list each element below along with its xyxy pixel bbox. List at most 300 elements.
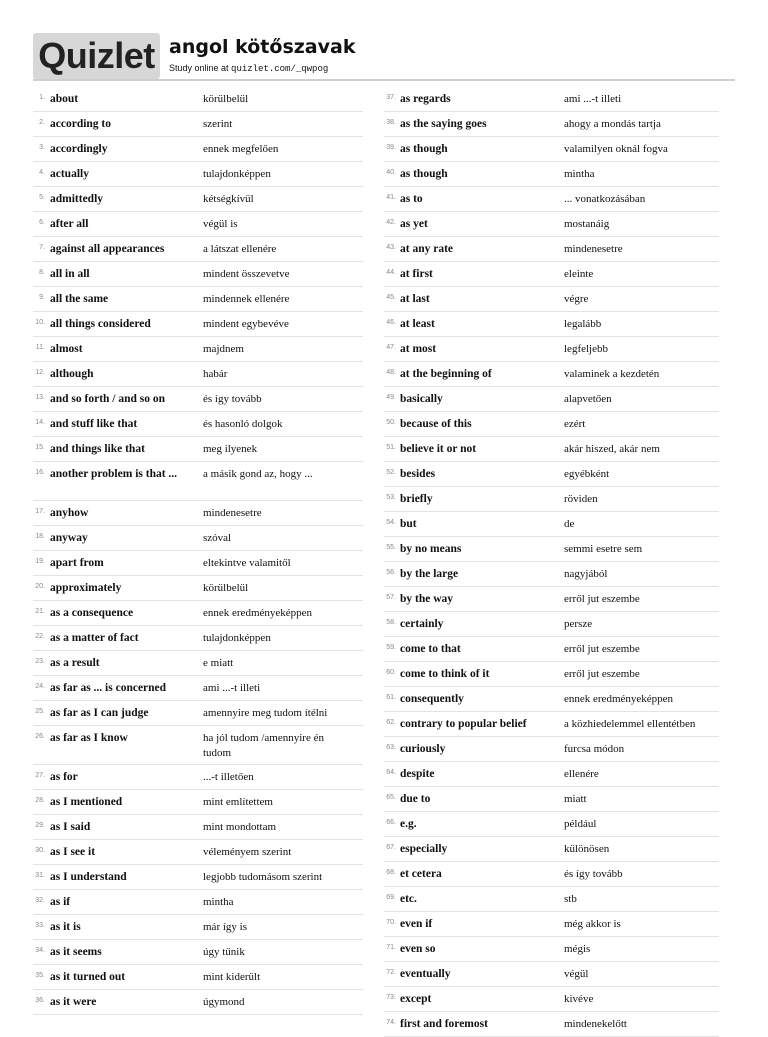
term-definition: valamilyen oknál fogva	[564, 143, 668, 155]
term-row	[384, 712, 719, 737]
term-row	[384, 912, 719, 937]
term-definition: úgy tűnik	[203, 946, 245, 958]
term-definition: ennek eredményeképpen	[203, 607, 313, 619]
term-text: consequently	[400, 693, 464, 705]
term-text: by no means	[400, 543, 462, 555]
term-number: 31.	[35, 872, 45, 879]
term-row	[384, 337, 719, 362]
header-divider	[33, 79, 735, 81]
term-number: 4.	[39, 169, 45, 176]
term-definition: mint kiderült	[203, 971, 261, 983]
term-row	[33, 501, 363, 526]
term-number: 62.	[386, 719, 396, 726]
term-number: 52.	[386, 469, 396, 476]
term-row	[384, 287, 719, 312]
term-number: 41.	[386, 194, 396, 201]
term-number: 49.	[386, 394, 396, 401]
term-text: at least	[400, 318, 435, 330]
term-row	[384, 237, 719, 262]
term-number: 63.	[386, 744, 396, 751]
term-number: 16.	[35, 469, 45, 476]
term-definition: mint említettem	[203, 796, 273, 808]
term-text: as a matter of fact	[50, 632, 139, 644]
term-text: another problem is that ...	[50, 468, 178, 480]
term-definition: kivéve	[564, 993, 594, 1005]
term-definition: tulajdonképpen	[203, 632, 271, 644]
term-definition: mintha	[564, 168, 595, 180]
term-number: 35.	[35, 972, 45, 979]
term-number: 23.	[35, 658, 45, 665]
term-number: 43.	[386, 244, 396, 251]
term-definition: röviden	[564, 493, 598, 505]
term-number: 53.	[386, 494, 396, 501]
term-definition: körülbelül	[203, 93, 249, 105]
term-row	[33, 790, 363, 815]
term-row	[33, 337, 363, 362]
term-number: 72.	[386, 969, 396, 976]
term-row	[384, 937, 719, 962]
term-row	[384, 637, 719, 662]
term-row	[33, 462, 363, 501]
term-number: 42.	[386, 219, 396, 226]
term-text: etc.	[400, 893, 417, 905]
term-row	[384, 587, 719, 612]
term-number: 70.	[386, 919, 396, 926]
term-row	[33, 865, 363, 890]
term-row	[33, 601, 363, 626]
term-definition: eleinte	[564, 268, 594, 280]
term-definition: stb	[564, 893, 577, 905]
term-number: 3.	[39, 144, 45, 151]
page-title: angol kötőszavak	[169, 36, 356, 58]
term-text: as it is	[50, 921, 81, 933]
term-text: as it seems	[50, 946, 102, 958]
term-text: at last	[400, 293, 430, 305]
term-definition: véleményem szerint	[203, 846, 292, 858]
term-text: because of this	[400, 418, 472, 430]
term-number: 67.	[386, 844, 396, 851]
term-row	[384, 837, 719, 862]
term-text: as though	[400, 143, 448, 155]
term-row	[384, 437, 719, 462]
term-definition: meg ilyenek	[203, 443, 258, 455]
term-number: 9.	[39, 294, 45, 301]
term-text: at most	[400, 343, 437, 355]
term-row	[384, 862, 719, 887]
term-number: 66.	[386, 819, 396, 826]
term-row	[33, 676, 363, 701]
term-row	[33, 262, 363, 287]
term-definition: miatt	[564, 793, 587, 805]
term-definition: ennek megfelően	[203, 143, 279, 155]
term-text: come to think of it	[400, 668, 490, 680]
term-definition: ami ...-t illeti	[564, 93, 622, 105]
term-text: and stuff like that	[50, 418, 138, 430]
term-text: as regards	[400, 93, 451, 105]
term-definition: a látszat ellenére	[203, 243, 277, 255]
term-row	[33, 965, 363, 990]
term-number: 69.	[386, 894, 396, 901]
term-text: all in all	[50, 268, 90, 280]
term-row	[384, 137, 719, 162]
term-definition: nagyjából	[564, 568, 608, 580]
term-definition: kétségkívül	[203, 193, 254, 205]
term-definition: ... vonatkozásában	[564, 193, 646, 205]
term-row	[384, 737, 719, 762]
term-definition: egyébként	[564, 468, 610, 480]
term-definition: akár hiszed, akár nem	[564, 443, 660, 455]
term-number: 51.	[386, 444, 396, 451]
term-text: as though	[400, 168, 448, 180]
term-row	[33, 915, 363, 940]
term-number: 40.	[386, 169, 396, 176]
term-number: 60.	[386, 669, 396, 676]
term-text: all the same	[50, 293, 109, 305]
term-number: 34.	[35, 947, 45, 954]
term-text: except	[400, 993, 432, 1005]
term-row	[33, 412, 363, 437]
term-row	[384, 787, 719, 812]
term-row	[384, 462, 719, 487]
term-definition: legfeljebb	[564, 343, 608, 355]
term-text: et cetera	[400, 868, 442, 880]
term-number: 39.	[386, 144, 396, 151]
term-text: after all	[50, 218, 89, 230]
term-row	[33, 651, 363, 676]
term-row	[33, 576, 363, 601]
term-definition: ahogy a mondás tartja	[564, 118, 661, 130]
term-definition: mindent összevetve	[203, 268, 290, 280]
term-number: 57.	[386, 594, 396, 601]
term-number: 1.	[39, 94, 45, 101]
term-row	[33, 362, 363, 387]
term-number: 71.	[386, 944, 396, 951]
term-text: contrary to popular belief	[400, 718, 527, 730]
term-definition: végül	[564, 968, 589, 980]
term-text: according to	[50, 118, 112, 130]
term-number: 50.	[386, 419, 396, 426]
term-text: as for	[50, 771, 78, 783]
term-row	[384, 512, 719, 537]
term-text: accordingly	[50, 143, 108, 155]
term-number: 74.	[386, 1019, 396, 1026]
term-text: at any rate	[400, 243, 454, 255]
term-row	[384, 387, 719, 412]
term-number: 12.	[35, 369, 45, 376]
term-text: as far as ... is concerned	[50, 682, 167, 694]
term-definition: mostanáig	[564, 218, 610, 230]
term-row	[33, 162, 363, 187]
term-definition: semmi esetre sem	[564, 543, 643, 555]
term-definition: a közhiedelemmel ellentétben	[564, 718, 696, 730]
term-text: as far as I know	[50, 732, 128, 744]
term-definition: még akkor is	[564, 918, 621, 930]
left-term-column	[33, 87, 363, 1015]
term-number: 44.	[386, 269, 396, 276]
term-row	[384, 1012, 719, 1037]
term-text: as it turned out	[50, 971, 126, 983]
term-definition: különösen	[564, 843, 610, 855]
quizlet-logo[interactable]: Quizlet	[33, 33, 160, 79]
term-definition: és hasonló dolgok	[203, 418, 283, 430]
term-row	[33, 312, 363, 337]
term-text: as it were	[50, 996, 97, 1008]
term-number: 54.	[386, 519, 396, 526]
term-text: briefly	[400, 493, 433, 505]
term-definition: legalább	[564, 318, 602, 330]
term-row	[384, 762, 719, 787]
term-row	[33, 940, 363, 965]
term-definition: és így tovább	[564, 868, 623, 880]
term-text: basically	[400, 393, 443, 405]
term-number: 11.	[35, 344, 45, 351]
term-definition: végre	[564, 293, 589, 305]
page-header	[33, 33, 735, 79]
term-definition: ezért	[564, 418, 586, 430]
term-row	[384, 262, 719, 287]
term-definition: habár	[203, 368, 228, 380]
term-row	[33, 112, 363, 137]
term-text: as I mentioned	[50, 796, 123, 808]
term-text: even so	[400, 943, 436, 955]
term-row	[33, 551, 363, 576]
term-text: come to that	[400, 643, 461, 655]
term-row	[384, 362, 719, 387]
term-row	[384, 187, 719, 212]
term-text: and so forth / and so on	[50, 393, 166, 405]
term-definition: persze	[564, 618, 593, 630]
term-text: besides	[400, 468, 436, 480]
term-text: and things like that	[50, 443, 145, 455]
term-number: 5.	[39, 194, 45, 201]
term-row	[33, 237, 363, 262]
right-term-column	[384, 87, 719, 1037]
term-row	[384, 537, 719, 562]
term-definition: ennek eredményeképpen	[564, 693, 674, 705]
term-number: 38.	[386, 119, 396, 126]
term-number: 13.	[35, 394, 45, 401]
term-definition: mint mondottam	[203, 821, 277, 833]
term-number: 20.	[35, 583, 45, 590]
term-row	[384, 612, 719, 637]
term-text: by the way	[400, 593, 454, 605]
term-definition: amennyire meg tudom ítélni	[203, 707, 328, 719]
term-text: although	[50, 368, 94, 380]
term-text: against all appearances	[50, 243, 165, 255]
term-definition: mindent egybevéve	[203, 318, 289, 330]
term-row	[33, 387, 363, 412]
term-row	[33, 840, 363, 865]
term-number: 21.	[35, 608, 45, 615]
term-number: 47.	[386, 344, 396, 351]
term-row	[33, 87, 363, 112]
term-definition: mégis	[564, 943, 591, 955]
term-row	[33, 990, 363, 1015]
term-row	[384, 562, 719, 587]
term-definition: erről jut eszembe	[564, 643, 640, 655]
term-text: as the saying goes	[400, 118, 487, 130]
term-row	[384, 987, 719, 1012]
term-definition: és így tovább	[203, 393, 262, 405]
term-number: 68.	[386, 869, 396, 876]
term-number: 24.	[35, 683, 45, 690]
term-definition: ami ...-t illeti	[203, 682, 261, 694]
term-text: due to	[400, 793, 431, 805]
term-definition: mintha	[203, 896, 234, 908]
term-number: 59.	[386, 644, 396, 651]
term-text: by the large	[400, 568, 459, 580]
term-row	[384, 662, 719, 687]
term-text: at the beginning of	[400, 368, 492, 380]
term-definition: ha jól tudom /amennyire én tudom	[203, 732, 324, 759]
term-text: eventually	[400, 968, 451, 980]
term-text: admittedly	[50, 193, 104, 205]
term-number: 7.	[39, 244, 45, 251]
term-row	[33, 212, 363, 237]
term-text: believe it or not	[400, 443, 477, 455]
term-text: all things considered	[50, 318, 151, 330]
term-number: 45.	[386, 294, 396, 301]
term-text: as far as I can judge	[50, 707, 149, 719]
term-number: 58.	[386, 619, 396, 626]
term-number: 14.	[35, 419, 45, 426]
subtitle-prefix: Study online at	[169, 63, 232, 73]
term-number: 26.	[35, 733, 45, 740]
term-definition: valaminek a kezdetén	[564, 368, 660, 380]
term-definition: furcsa módon	[564, 743, 625, 755]
subtitle-url[interactable]: quizlet.com/_qwpog	[231, 64, 329, 74]
term-text: even if	[400, 918, 433, 930]
term-text: as to	[400, 193, 423, 205]
term-text: as if	[50, 896, 71, 908]
term-number: 29.	[35, 822, 45, 829]
term-row	[33, 526, 363, 551]
term-definition: a másik gond az, hogy ...	[203, 468, 313, 480]
term-text: apart from	[50, 557, 104, 569]
term-number: 27.	[35, 772, 45, 779]
term-number: 22.	[35, 633, 45, 640]
term-row	[384, 162, 719, 187]
term-definition: mindenesetre	[564, 243, 623, 255]
term-definition: mindenesetre	[203, 507, 262, 519]
term-text: as a result	[50, 657, 100, 669]
term-row	[384, 112, 719, 137]
term-row	[33, 287, 363, 312]
term-row	[33, 726, 363, 765]
term-number: 61.	[386, 694, 396, 701]
term-row	[33, 815, 363, 840]
term-row	[33, 137, 363, 162]
term-number: 65.	[386, 794, 396, 801]
term-definition: majdnem	[203, 343, 244, 355]
term-number: 73.	[386, 994, 396, 1001]
term-definition: tulajdonképpen	[203, 168, 271, 180]
term-definition: szerint	[203, 118, 233, 130]
term-number: 18.	[35, 533, 45, 540]
term-number: 8.	[39, 269, 45, 276]
term-text: as yet	[400, 218, 428, 230]
term-text: approximately	[50, 582, 122, 594]
term-text: anyway	[50, 532, 88, 544]
term-definition: például	[564, 818, 597, 830]
term-row	[33, 437, 363, 462]
term-number: 10.	[35, 319, 45, 326]
term-number: 33.	[35, 922, 45, 929]
term-row	[384, 312, 719, 337]
term-number: 15.	[35, 444, 45, 451]
term-number: 32.	[35, 897, 45, 904]
term-definition: e miatt	[203, 657, 234, 669]
term-definition: végül is	[203, 218, 238, 230]
term-definition: erről jut eszembe	[564, 668, 640, 680]
term-number: 37.	[386, 94, 396, 101]
term-definition: legjobb tudomásom szerint	[203, 871, 323, 883]
term-row	[33, 765, 363, 790]
term-text: first and foremost	[400, 1018, 488, 1030]
term-text: but	[400, 518, 417, 530]
term-text: certainly	[400, 618, 444, 630]
term-row	[384, 212, 719, 237]
term-definition: ...-t illetően	[203, 771, 254, 783]
term-number: 30.	[35, 847, 45, 854]
term-definition: úgymond	[203, 996, 245, 1008]
term-row	[384, 87, 719, 112]
term-row	[33, 890, 363, 915]
term-text: curiously	[400, 743, 446, 755]
term-row	[384, 487, 719, 512]
term-number: 28.	[35, 797, 45, 804]
term-row	[33, 626, 363, 651]
term-definition: már így is	[203, 921, 247, 933]
term-number: 2.	[39, 119, 45, 126]
term-text: anyhow	[50, 507, 89, 519]
term-row	[384, 687, 719, 712]
term-text: as I see it	[50, 846, 96, 858]
term-text: actually	[50, 168, 89, 180]
term-text: almost	[50, 343, 83, 355]
term-row	[384, 962, 719, 987]
term-definition: ellenére	[564, 768, 599, 780]
term-row	[33, 701, 363, 726]
term-text: about	[50, 93, 79, 105]
term-text: as a consequence	[50, 607, 134, 619]
term-definition: erről jut eszembe	[564, 593, 640, 605]
term-text: especially	[400, 843, 448, 855]
term-definition: alapvetően	[564, 393, 612, 405]
term-number: 55.	[386, 544, 396, 551]
term-row	[384, 412, 719, 437]
term-definition: szóval	[203, 532, 232, 544]
page-subtitle	[169, 63, 328, 74]
term-definition: mindenekelőtt	[564, 1018, 627, 1030]
term-text: e.g.	[400, 818, 417, 830]
term-number: 6.	[39, 219, 45, 226]
term-text: at first	[400, 268, 433, 280]
term-number: 48.	[386, 369, 396, 376]
term-number: 25.	[35, 708, 45, 715]
term-row	[384, 812, 719, 837]
term-definition: mindennek ellenére	[203, 293, 290, 305]
term-text: as I said	[50, 821, 91, 833]
term-number: 46.	[386, 319, 396, 326]
term-number: 56.	[386, 569, 396, 576]
term-number: 64.	[386, 769, 396, 776]
term-definition: de	[564, 518, 575, 530]
term-row	[384, 887, 719, 912]
term-row	[33, 187, 363, 212]
term-number: 36.	[35, 997, 45, 1004]
term-definition: eltekintve valamitől	[203, 557, 291, 569]
